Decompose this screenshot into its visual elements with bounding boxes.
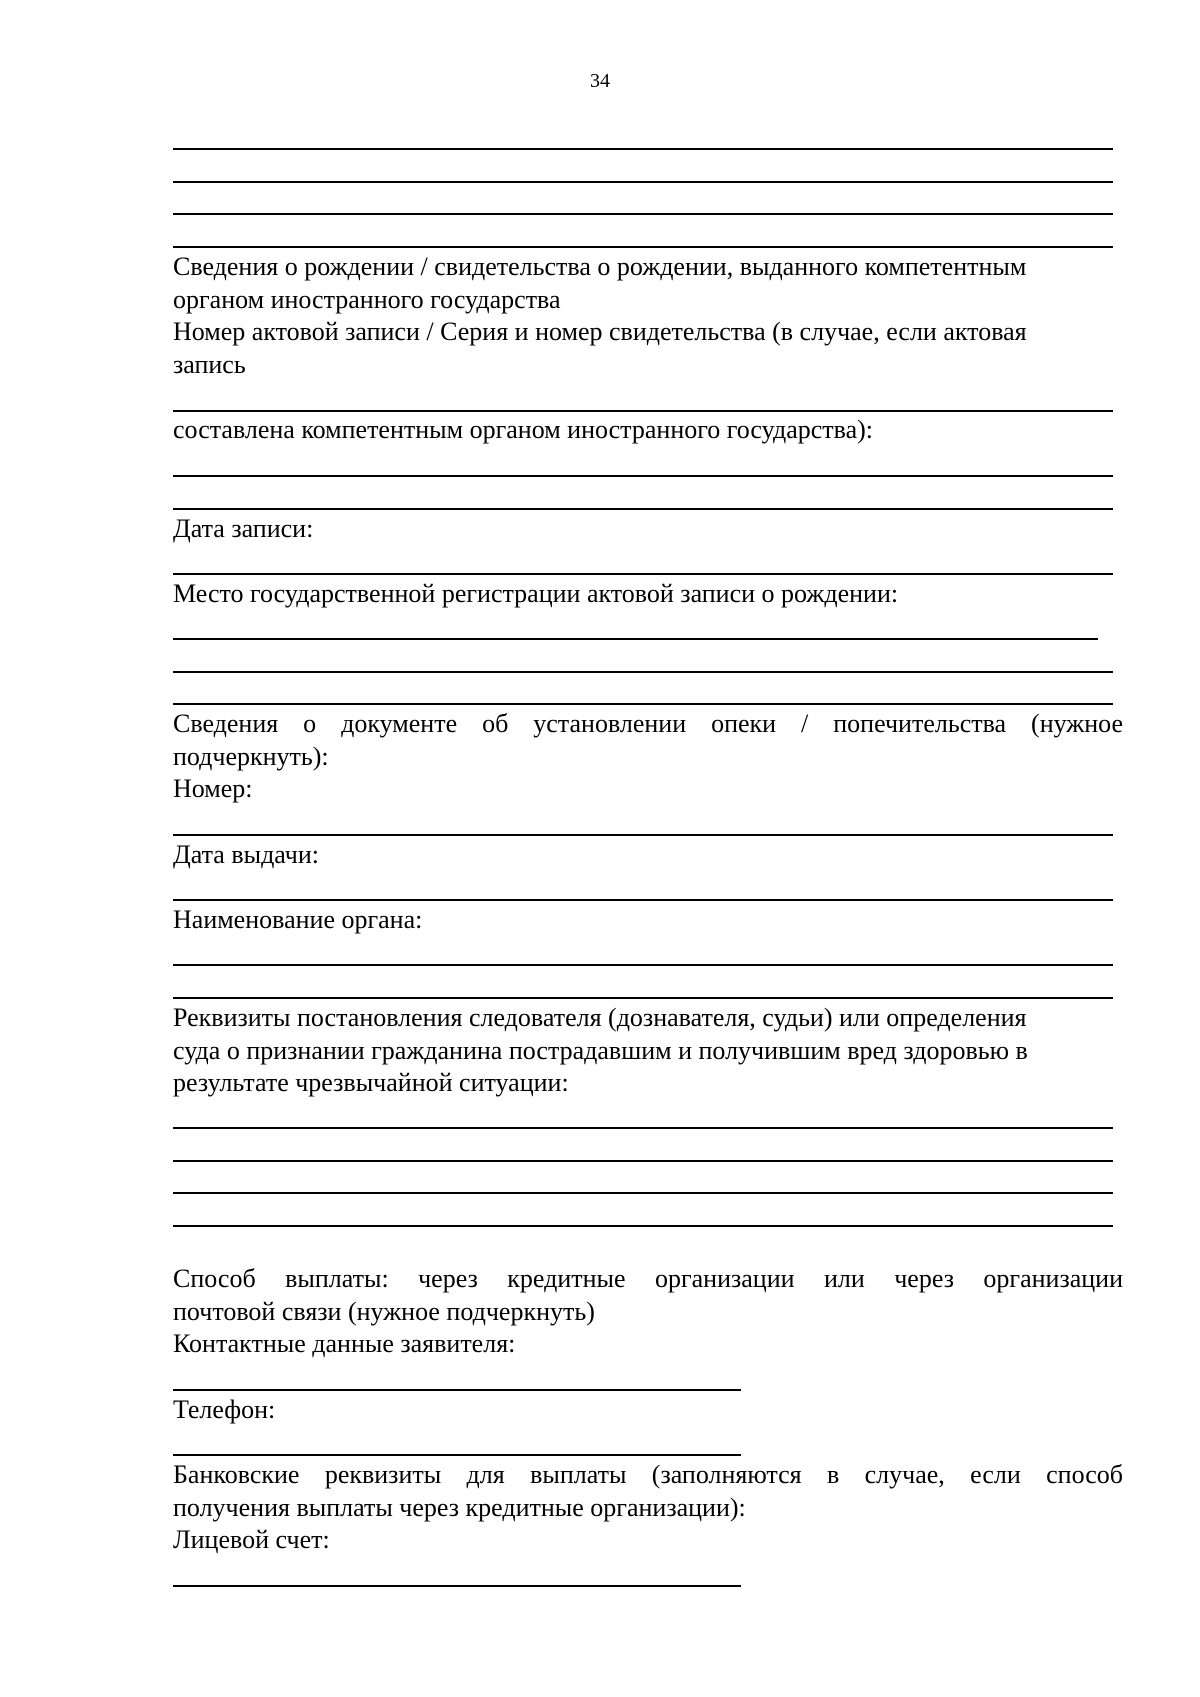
record-date-field[interactable]	[173, 573, 1113, 575]
fill-line[interactable]	[173, 148, 1113, 150]
guardianship-authority-label: Наименование органа:	[173, 905, 423, 934]
fill-line[interactable]	[173, 508, 1113, 510]
bank-details-line1: Банковские реквизиты для выплаты (заполняются в случае, если способ	[173, 1460, 1123, 1489]
fill-line[interactable]	[173, 997, 1113, 999]
record-date-label: Дата записи:	[173, 514, 314, 543]
fill-line[interactable]	[173, 1225, 1113, 1227]
contacts-label: Контактные данные заявителя:	[173, 1329, 516, 1358]
record-number-label-line2: запись	[173, 350, 246, 379]
guardianship-issue-date-label: Дата выдачи:	[173, 840, 320, 869]
resolution-field[interactable]	[173, 1127, 1113, 1129]
guardianship-issue-date-field[interactable]	[173, 899, 1113, 901]
phone-field[interactable]	[173, 1454, 741, 1456]
registration-place-label: Место государственной регистрации актовой записи о рождении:	[173, 579, 899, 608]
page-number: 34	[590, 70, 610, 92]
account-label: Лицевой счет:	[173, 1525, 330, 1554]
bank-details-line2: получения выплаты через кредитные организации):	[173, 1493, 746, 1522]
guardianship-heading-line2: подчеркнуть):	[173, 742, 329, 771]
record-number-field[interactable]	[173, 410, 1113, 412]
account-field[interactable]	[173, 1585, 741, 1587]
resolution-heading-line2: суда о признании гражданина пострадавшим и получившим вред здоровью в	[173, 1036, 1028, 1065]
resolution-heading-line1: Реквизиты постановления следователя (дознавателя, судьи) или определения	[173, 1003, 1027, 1032]
payment-method-line2: почтовой связи (нужное подчеркнуть)	[173, 1297, 595, 1326]
fill-line[interactable]	[173, 671, 1113, 673]
payment-method-line1: Способ выплаты: через кредитные организации или через организации	[173, 1264, 1123, 1293]
resolution-heading-line3: результате чрезвычайной ситуации:	[173, 1068, 569, 1097]
record-number-label-line3: составлена компетентным органом иностранного государства):	[173, 415, 873, 444]
birth-info-heading-line2: органом иностранного государства	[173, 285, 561, 314]
guardianship-number-label: Номер:	[173, 774, 253, 803]
registration-place-field[interactable]	[173, 638, 1098, 640]
fill-line[interactable]	[173, 703, 1113, 705]
fill-line[interactable]	[173, 213, 1113, 215]
fill-line[interactable]	[173, 475, 1113, 477]
guardianship-heading-line1: Сведения о документе об установлении опеки / попечительства (нужное	[173, 709, 1123, 738]
fill-line[interactable]	[173, 1192, 1113, 1194]
fill-line[interactable]	[173, 246, 1113, 248]
guardianship-number-field[interactable]	[173, 834, 1113, 836]
record-number-label-line1: Номер актовой записи / Серия и номер свидетельства (в случае, если актовая	[173, 317, 1027, 346]
guardianship-authority-field[interactable]	[173, 964, 1113, 966]
contacts-field[interactable]	[173, 1389, 741, 1391]
fill-line[interactable]	[173, 1160, 1113, 1162]
phone-label: Телефон:	[173, 1395, 276, 1424]
fill-line[interactable]	[173, 181, 1113, 183]
birth-info-heading-line1: Сведения о рождении / свидетельства о рождении, выданного компетентным	[173, 252, 1027, 281]
